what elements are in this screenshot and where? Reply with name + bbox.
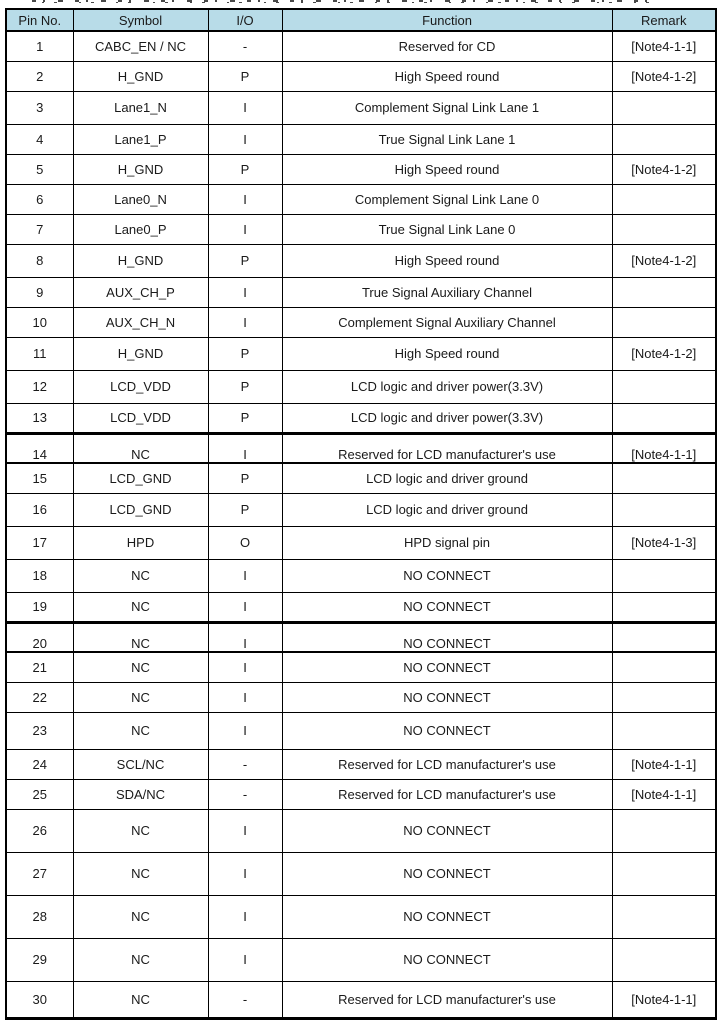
cell-symbol: Lane0_N <box>73 184 208 214</box>
cell-symbol: LCD_GND <box>73 493 208 526</box>
cell-pin: 9 <box>6 277 73 307</box>
cell-function: Complement Signal Link Lane 1 <box>282 91 612 124</box>
cell-pin: 6 <box>6 184 73 214</box>
cell-pin: 2 <box>6 61 73 91</box>
cell-function: LCD logic and driver power(3.3V) <box>282 403 612 433</box>
cell-remark: [Note4-1-2] <box>612 337 716 370</box>
table-row <box>6 938 716 981</box>
cell-io: I <box>208 592 282 622</box>
table-row <box>6 184 716 214</box>
cell-function: LCD logic and driver ground <box>282 493 612 526</box>
cell-function: NO CONNECT <box>282 622 612 652</box>
cell-function: NO CONNECT <box>282 852 612 895</box>
cell-remark: [Note4-1-1] <box>612 749 716 779</box>
cell-io: - <box>208 779 282 809</box>
cell-symbol: NC <box>73 622 208 652</box>
table-row <box>6 244 716 277</box>
table-row <box>6 463 716 493</box>
cell-function: High Speed round <box>282 337 612 370</box>
table-row <box>6 337 716 370</box>
table-row <box>6 682 716 712</box>
table-row <box>6 214 716 244</box>
cell-remark <box>612 370 716 403</box>
cell-io: I <box>208 622 282 652</box>
cell-symbol: NC <box>73 652 208 682</box>
cell-io: P <box>208 61 282 91</box>
table-row <box>6 712 716 749</box>
cell-symbol: HPD <box>73 526 208 559</box>
cell-function: HPD signal pin <box>282 526 612 559</box>
cell-symbol: LCD_VDD <box>73 403 208 433</box>
cell-symbol: LCD_GND <box>73 463 208 493</box>
cell-symbol: H_GND <box>73 337 208 370</box>
cell-symbol: Lane1_N <box>73 91 208 124</box>
cell-symbol: H_GND <box>73 244 208 277</box>
cell-io: O <box>208 526 282 559</box>
cell-symbol: NC <box>73 682 208 712</box>
cell-pin: 3 <box>6 91 73 124</box>
table-row <box>6 526 716 559</box>
cell-remark <box>612 277 716 307</box>
cell-symbol: NC <box>73 559 208 592</box>
column-header-function: Function <box>282 9 612 31</box>
pin-table-body <box>6 31 716 1018</box>
cell-symbol: NC <box>73 938 208 981</box>
cell-pin: 30 <box>6 981 73 1018</box>
cell-function: Complement Signal Link Lane 0 <box>282 184 612 214</box>
cell-function: Reserved for LCD manufacturer's use <box>282 749 612 779</box>
cell-function: High Speed round <box>282 154 612 184</box>
cell-symbol: SDA/NC <box>73 779 208 809</box>
table-row <box>6 403 716 433</box>
cell-pin: 15 <box>6 463 73 493</box>
cell-remark: [Note4-1-1] <box>612 31 716 61</box>
cell-remark <box>612 622 716 652</box>
cell-symbol: H_GND <box>73 154 208 184</box>
cell-remark <box>612 124 716 154</box>
table-row <box>6 31 716 61</box>
cell-function: High Speed round <box>282 244 612 277</box>
cell-pin: 25 <box>6 779 73 809</box>
cell-remark <box>612 938 716 981</box>
cell-function: Reserved for CD <box>282 31 612 61</box>
cell-pin: 16 <box>6 493 73 526</box>
cell-io: I <box>208 809 282 852</box>
cell-symbol: NC <box>73 809 208 852</box>
cell-pin: 20 <box>6 622 73 652</box>
cell-pin: 21 <box>6 652 73 682</box>
cell-remark: [Note4-1-1] <box>612 779 716 809</box>
cell-io: P <box>208 370 282 403</box>
cell-pin: 19 <box>6 592 73 622</box>
column-header-pin-no: Pin No. <box>6 9 73 31</box>
cell-io: I <box>208 712 282 749</box>
cell-function: LCD logic and driver ground <box>282 463 612 493</box>
table-row <box>6 370 716 403</box>
cell-io: P <box>208 337 282 370</box>
cell-pin: 24 <box>6 749 73 779</box>
table-row <box>6 852 716 895</box>
table-row <box>6 91 716 124</box>
cell-remark <box>612 682 716 712</box>
cell-io: P <box>208 493 282 526</box>
cell-remark: [Note4-1-1] <box>612 981 716 1018</box>
column-header-symbol: Symbol <box>73 9 208 31</box>
cell-symbol: AUX_CH_P <box>73 277 208 307</box>
cell-function: Reserved for LCD manufacturer's use <box>282 433 612 463</box>
table-row <box>6 307 716 337</box>
cell-remark <box>612 592 716 622</box>
cell-io: I <box>208 938 282 981</box>
cell-function: NO CONNECT <box>282 809 612 852</box>
cell-io: I <box>208 124 282 154</box>
cell-function: NO CONNECT <box>282 682 612 712</box>
cell-io: I <box>208 307 282 337</box>
cell-io: I <box>208 852 282 895</box>
table-header <box>6 9 716 31</box>
cell-function: Reserved for LCD manufacturer's use <box>282 779 612 809</box>
cell-symbol: NC <box>73 433 208 463</box>
cell-symbol: AUX_CH_N <box>73 307 208 337</box>
cell-remark: [Note4-1-2] <box>612 244 716 277</box>
cell-symbol: LCD_VDD <box>73 370 208 403</box>
cell-function: True Signal Link Lane 0 <box>282 214 612 244</box>
table-row <box>6 277 716 307</box>
cell-pin: 13 <box>6 403 73 433</box>
cell-pin: 8 <box>6 244 73 277</box>
cell-remark <box>612 712 716 749</box>
cell-symbol: H_GND <box>73 61 208 91</box>
cell-pin: 12 <box>6 370 73 403</box>
cell-pin: 7 <box>6 214 73 244</box>
cell-pin: 10 <box>6 307 73 337</box>
cell-pin: 17 <box>6 526 73 559</box>
cell-io: I <box>208 895 282 938</box>
cell-io: P <box>208 154 282 184</box>
cell-io: I <box>208 652 282 682</box>
table-row <box>6 154 716 184</box>
cell-symbol: NC <box>73 895 208 938</box>
cell-remark <box>612 307 716 337</box>
clipped-text-top <box>32 0 658 4</box>
cell-pin: 11 <box>6 337 73 370</box>
table-row <box>6 779 716 809</box>
cell-symbol: Lane1_P <box>73 124 208 154</box>
cell-symbol: CABC_EN / NC <box>73 31 208 61</box>
cell-remark: [Note4-1-2] <box>612 61 716 91</box>
cell-pin: 26 <box>6 809 73 852</box>
cell-pin: 14 <box>6 433 73 463</box>
cell-pin: 4 <box>6 124 73 154</box>
cell-io: I <box>208 91 282 124</box>
cell-function: Complement Signal Auxiliary Channel <box>282 307 612 337</box>
cell-function: True Signal Auxiliary Channel <box>282 277 612 307</box>
cell-remark <box>612 852 716 895</box>
cell-function: NO CONNECT <box>282 652 612 682</box>
cell-remark <box>612 463 716 493</box>
table-row <box>6 592 716 622</box>
cell-pin: 1 <box>6 31 73 61</box>
cell-remark <box>612 895 716 938</box>
cell-io: - <box>208 31 282 61</box>
cell-function: NO CONNECT <box>282 712 612 749</box>
cell-io: I <box>208 184 282 214</box>
cell-symbol: Lane0_P <box>73 214 208 244</box>
table-row <box>6 981 716 1018</box>
cell-remark <box>612 91 716 124</box>
table-row <box>6 433 716 463</box>
pin-assignment-table <box>5 8 717 1020</box>
cell-pin: 29 <box>6 938 73 981</box>
cell-function: NO CONNECT <box>282 895 612 938</box>
cell-io: - <box>208 981 282 1018</box>
cell-pin: 28 <box>6 895 73 938</box>
table-row <box>6 622 716 652</box>
cell-symbol: NC <box>73 981 208 1018</box>
cell-pin: 27 <box>6 852 73 895</box>
cell-io: - <box>208 749 282 779</box>
table-row <box>6 895 716 938</box>
cell-function: LCD logic and driver power(3.3V) <box>282 370 612 403</box>
cell-remark <box>612 559 716 592</box>
header-row <box>6 9 716 31</box>
cell-function: True Signal Link Lane 1 <box>282 124 612 154</box>
cell-remark <box>612 184 716 214</box>
cell-symbol: NC <box>73 712 208 749</box>
cell-symbol: NC <box>73 852 208 895</box>
column-header-io: I/O <box>208 9 282 31</box>
cell-io: I <box>208 433 282 463</box>
cell-remark <box>612 652 716 682</box>
cell-io: I <box>208 682 282 712</box>
cell-symbol: NC <box>73 592 208 622</box>
table-row <box>6 493 716 526</box>
cell-io: P <box>208 403 282 433</box>
cell-remark: [Note4-1-3] <box>612 526 716 559</box>
cell-function: NO CONNECT <box>282 559 612 592</box>
cell-pin: 18 <box>6 559 73 592</box>
cell-remark <box>612 493 716 526</box>
cell-function: High Speed round <box>282 61 612 91</box>
cell-io: I <box>208 214 282 244</box>
cell-io: P <box>208 244 282 277</box>
cell-pin: 23 <box>6 712 73 749</box>
cell-remark <box>612 403 716 433</box>
table-row <box>6 61 716 91</box>
cell-function: Reserved for LCD manufacturer's use <box>282 981 612 1018</box>
cell-remark <box>612 809 716 852</box>
cell-remark <box>612 214 716 244</box>
table-row <box>6 749 716 779</box>
cell-pin: 5 <box>6 154 73 184</box>
cell-io: I <box>208 277 282 307</box>
table-row <box>6 124 716 154</box>
table-row <box>6 652 716 682</box>
cell-io: P <box>208 463 282 493</box>
cell-remark: [Note4-1-2] <box>612 154 716 184</box>
cell-symbol: SCL/NC <box>73 749 208 779</box>
cell-function: NO CONNECT <box>282 592 612 622</box>
table-row <box>6 559 716 592</box>
table-row <box>6 809 716 852</box>
cell-remark: [Note4-1-1] <box>612 433 716 463</box>
column-header-remark: Remark <box>612 9 716 31</box>
cell-function: NO CONNECT <box>282 938 612 981</box>
cell-io: I <box>208 559 282 592</box>
cell-pin: 22 <box>6 682 73 712</box>
